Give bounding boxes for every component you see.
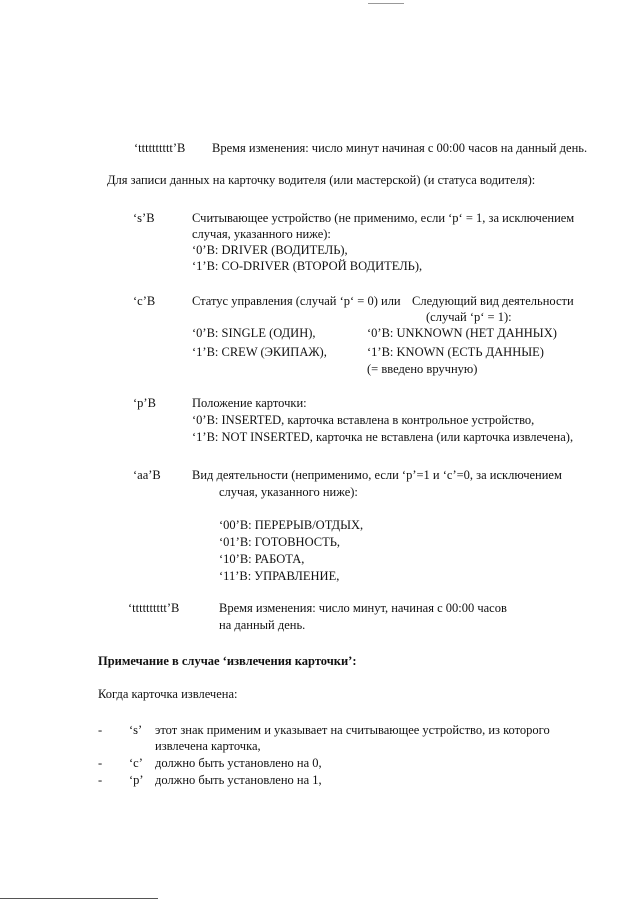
p-heading: Положение карточки: — [192, 396, 307, 410]
s-option-0: ‘0’B: DRIVER (ВОДИТЕЛЬ), — [192, 243, 348, 257]
bullet-code: ‘p’ — [129, 773, 144, 787]
time-description-1: Время изменения: число минут начиная с 00:00 часов на данный день. — [212, 141, 588, 155]
c-left-heading: Статус управления (случай ‘p‘ = 0) или — [192, 294, 401, 308]
bullet-text-continued: извлечена карточка, — [155, 739, 261, 753]
time-code-2: ‘tttttttttt’B — [128, 601, 180, 615]
bullet-text: должно быть установлено на 1, — [155, 773, 322, 787]
aa-code: ‘aa’B — [133, 468, 161, 482]
aa-line2: случая, указанного ниже): — [219, 485, 358, 499]
c-right-option-0: ‘0’B: UNKNOWN (НЕТ ДАННЫХ) — [367, 326, 557, 340]
note-intro: Когда карточка извлечена: — [98, 687, 238, 701]
s-line1: Считывающее устройство (не применимо, если ‘p‘ = 1, за исключением — [192, 211, 575, 225]
bullet-code: ‘c’ — [129, 756, 143, 770]
time-description-2-line1: Время изменения: число минут, начиная с 00:00 часов — [219, 601, 507, 615]
aa-option: ‘11’B: УПРАВЛЕНИЕ, — [219, 569, 340, 583]
time-description-2-line2: на данный день. — [219, 618, 306, 632]
c-right-note: (= введено вручную) — [367, 362, 478, 376]
p-option-0: ‘0’B: INSERTED, карточка вставлена в контрольное устройство, — [192, 413, 535, 427]
p-option-1: ‘1’B: NOT INSERTED, карточка не вставлена (или карточка извлечена), — [192, 430, 574, 444]
header-mark — [368, 3, 404, 4]
bullet-code: ‘s’ — [129, 723, 143, 737]
aa-option: ‘01’B: ГОТОВНОСТЬ, — [219, 535, 341, 549]
c-left-option-0: ‘0’B: SINGLE (ОДИН), — [192, 326, 316, 340]
s-code: ‘s’B — [133, 211, 155, 225]
c-code: ‘c’B — [133, 294, 156, 308]
c-right-heading-2: (случай ‘p‘ = 1): — [426, 310, 512, 324]
time-code-1: ‘tttttttttt’B — [134, 141, 186, 155]
bullet-dash: - — [98, 756, 103, 770]
bullet-text: этот знак применим и указывает на считывающее устройство, из которого — [155, 723, 550, 737]
note-heading: Примечание в случае ‘извлечения карточки’: — [98, 654, 357, 668]
aa-option: ‘10’B: РАБОТА, — [219, 552, 305, 566]
aa-line1: Вид деятельности (неприменимо, если ‘p’=1 и ‘c’=0, за исключением — [192, 468, 562, 482]
bullet-text: должно быть установлено на 0, — [155, 756, 322, 770]
s-option-1: ‘1’B: CO-DRIVER (ВТОРОЙ ВОДИТЕЛЬ), — [192, 259, 423, 273]
s-line2: случая, указанного ниже): — [192, 227, 331, 241]
c-left-option-1: ‘1’B: CREW (ЭКИПАЖ), — [192, 345, 327, 359]
footnote-rule — [0, 898, 158, 899]
aa-option: ‘00’B: ПЕРЕРЫВ/ОТДЫХ, — [219, 518, 364, 532]
driver-intro: Для записи данных на карточку водителя (или мастерской) (и статуса водителя): — [107, 173, 536, 187]
c-right-option-1: ‘1’B: KNOWN (ЕСТЬ ДАННЫЕ) — [367, 345, 544, 359]
bullet-dash: - — [98, 773, 103, 787]
bullet-dash: - — [98, 723, 103, 737]
c-right-heading-1: Следующий вид деятельности — [412, 294, 574, 308]
p-code: ‘p’B — [133, 396, 156, 410]
